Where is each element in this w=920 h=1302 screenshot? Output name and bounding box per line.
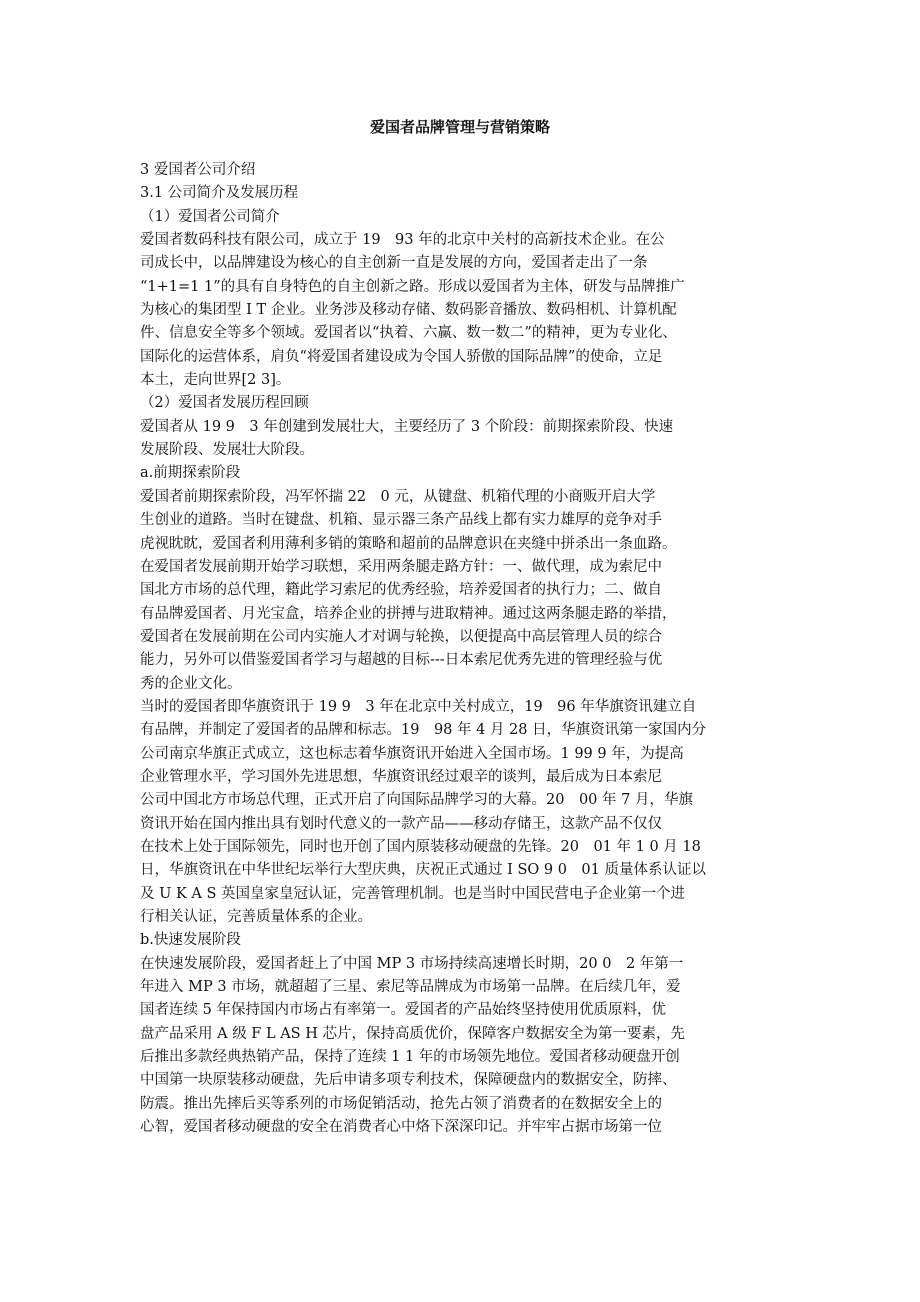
text-line: 3 爱国者公司介绍 (140, 162, 256, 178)
text-line: 有品牌，并制定了爱国者的品牌和标志。19 98 年 4 月 28 日，华旗资讯第一家国内分 (140, 722, 707, 739)
text-line: “1+1=1 1”的具有自身特色的自主创新之路。形成以爱国者为主体，研发与品牌推广 (140, 278, 685, 295)
text-line: 行相关认证，完善质量体系的企业。 (140, 909, 372, 925)
text-line: 在爱国者发展前期开始学习联想，采用两条腿走路方针：一、做代理，成为索尼中 (140, 558, 662, 575)
text-line: 在快速发展阶段，爱国者赶上了中国 MP 3 市场持续高速增长时期，20 0 2 年第一 (140, 955, 684, 972)
text-line: 公司中国北方市场总代理，正式开启了向国际品牌学习的大幕。20 00 年 7 月，华旗 (140, 792, 693, 809)
text-line: 及 U K A S 英国皇家皇冠认证，完善管理机制。也是当时中国民营电子企业第一个进 (140, 885, 686, 902)
text-line: 发展阶段、发展壮大阶段。 (140, 442, 314, 459)
text-line: 心智，爱国者移动硬盘的安全在消费者心中烙下深深印记。并牢牢占据市场第一位 (140, 1119, 662, 1136)
text-line: 生创业的道路。当时在键盘、机箱、显示器三条产品线上都有实力雄厚的竞争对手 (140, 512, 662, 529)
text-line: 企业管理水平，学习国外先进思想，华旗资讯经过艰辛的谈判，最后成为日本索尼 (140, 768, 662, 785)
text-line: 防震。推出先摔后买等系列的市场促销活动，抢先占领了消费者的在数据安全上的 (140, 1095, 662, 1112)
text-line: 当时的爱国者即华旗资讯于 19 9 3 年在北京中关村成立，19 96 年华旗资讯建立自 (140, 698, 697, 715)
text-line: 爱国者从 19 9 3 年创建到发展壮大，主要经历了 3 个阶段：前期探索阶段、快速 (140, 418, 674, 435)
text-line: （2）爱国者发展历程回顾 (140, 395, 309, 412)
text-line: 盘产品采用 A 级 F L AS H 芯片，保持高质优价，保障客户数据安全为第一要素，先 (140, 1025, 685, 1042)
text-line: 日，华旗资讯在中华世纪坛举行大型庆典，庆祝正式通过 I SO 9 0 01 质量体系认证以 (140, 862, 706, 879)
text-line: 秀的企业文化。 (140, 675, 242, 692)
text-line: 年进入 MP 3 市场，就超超了三星、索尼等品牌成为市场第一品牌。在后续几年，爱 (140, 979, 681, 996)
text-line: 件、信息安全等多个领域。爱国者以“执着、六赢、数一数二”的精神，更为专业化、 (140, 325, 677, 342)
text-line: 国北方市场的总代理，籍此学习索尼的优秀经验，培养爱国者的执行力；二、做自 (140, 582, 662, 599)
text-line: （1）爱国者公司简介 (140, 208, 280, 225)
text-line: 爱国者在发展前期在公司内实施人才对调与轮换，以便提高中高层管理人员的综合 (140, 628, 662, 645)
document-body (140, 159, 790, 1139)
text-line: 爱国者数码科技有限公司，成立于 19 93 年的北京中关村的高新技术企业。在公 (140, 232, 665, 249)
text-line: 3.1 公司简介及发展历程 (140, 185, 299, 202)
text-line: 公司南京华旗正式成立，这也标志着华旗资讯开始进入全国市场。1 99 9 年，为提高 (140, 745, 684, 762)
text-line: 虎视眈眈，爱国者利用薄利多销的策略和超前的品牌意识在夹缝中拼杀出一条血路。 (140, 535, 677, 552)
text-line: 爱国者前期探索阶段，冯军怀揣 22 0 元，从键盘、机箱代理的小商贩开启大学 (140, 488, 656, 505)
text-line: 为核心的集团型 I T 企业。业务涉及移动存储、数码影音播放、数码相机、计算机配 (140, 302, 677, 319)
document-title: 爱国者品牌管理与营销策略 (369, 118, 550, 136)
text-line: 在技术上处于国际领先，同时也开创了国内原装移动硬盘的先锋。20 01 年 1 0 月 18 (140, 838, 701, 855)
text-line: 国际化的运营体系，肩负“将爱国者建设成为令国人骄傲的国际品牌”的使命，立足 (140, 348, 663, 365)
text-line: b.快速发展阶段 (140, 932, 241, 949)
text-line: a.前期探索阶段 (140, 465, 241, 482)
text-line: 司成长中，以品牌建设为核心的自主创新一直是发展的方向，爱国者走出了一条 (140, 255, 648, 272)
text-line: 中国第一块原装移动硬盘，先后申请多项专利技术，保障硬盘内的数据安全，防摔、 (140, 1072, 677, 1089)
text-line: 有品牌爱国者、月光宝盒，培养企业的拼搏与进取精神。通过这两条腿走路的举措， (140, 605, 677, 622)
text-line: 后推出多款经典热销产品，保持了连续 1 1 年的市场领先地位。爱国者移动硬盘开创 (140, 1049, 680, 1066)
text-line: 能力，另外可以借鉴爱国者学习与超越的目标---日本索尼优秀先进的管理经验与优 (140, 652, 663, 669)
text-line: 本土，走向世界[2 3]。 (140, 372, 291, 389)
text-line: 资讯开始在国内推出具有划时代意义的一款产品——移动存储王，这款产品不仅仅 (140, 815, 662, 832)
text-line: 国者连续 5 年保持国内市场占有率第一。爱国者的产品始终坚持使用优质原料，优 (140, 1002, 666, 1019)
